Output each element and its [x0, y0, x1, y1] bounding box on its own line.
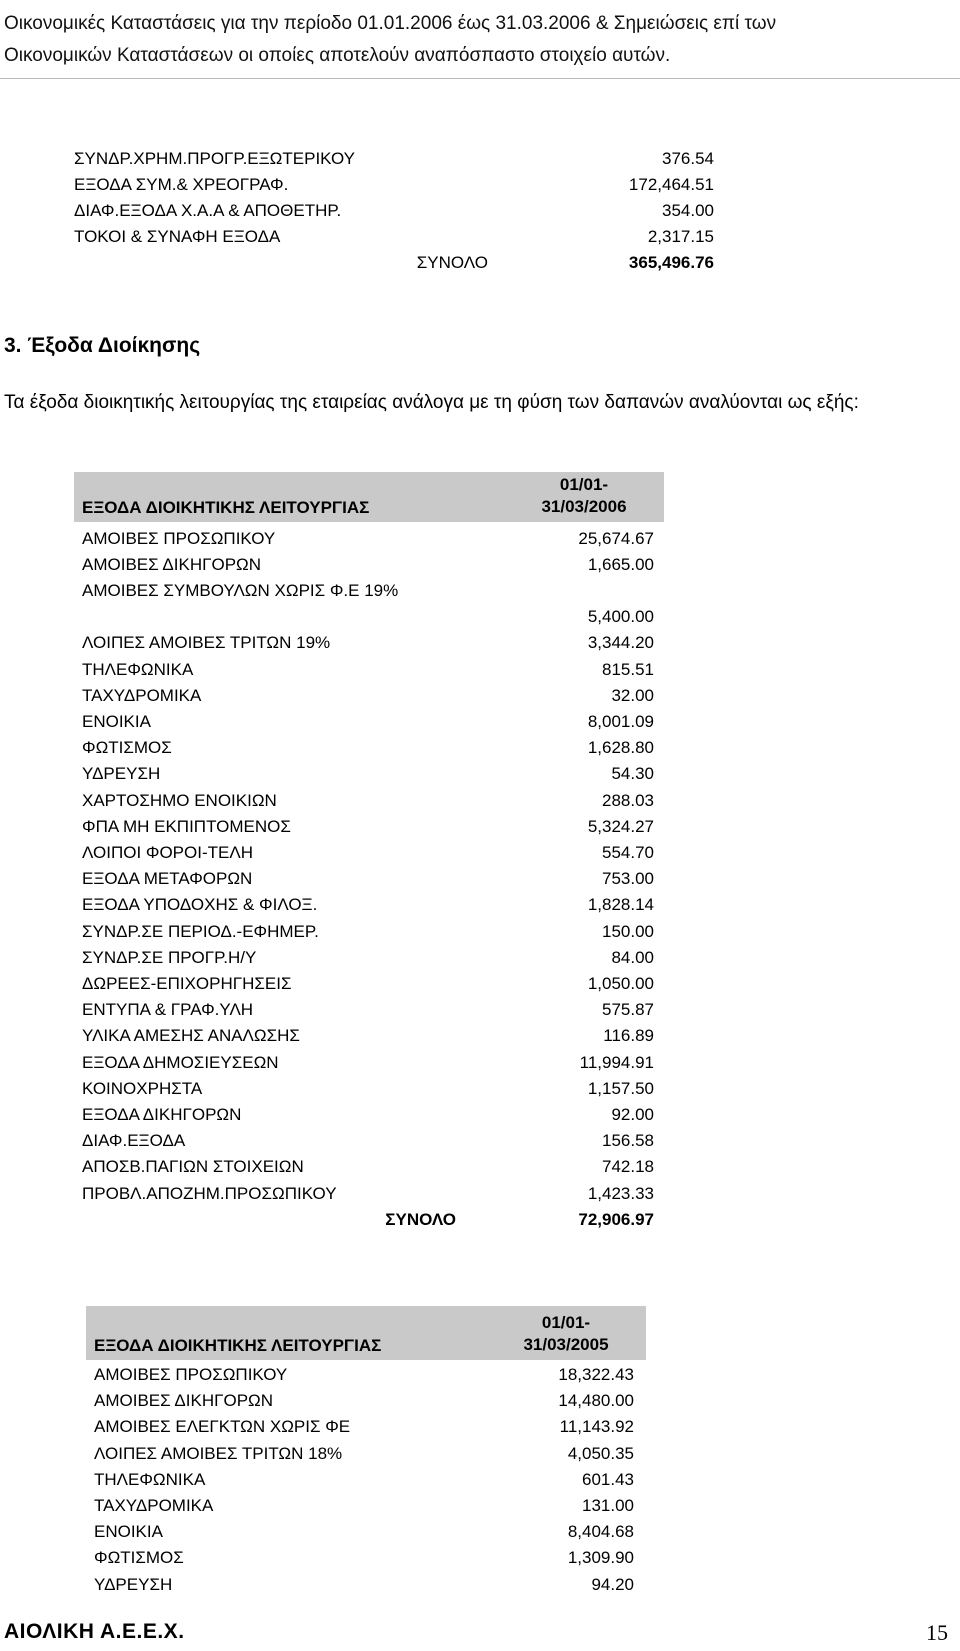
header-line-2: Οικονομικών Καταστάσεων οι οποίες αποτελούν αναπόσπαστο στοιχείο αυτών.: [4, 45, 671, 66]
table-row: [74, 814, 664, 840]
header-date-line-2: 31/03/2006: [541, 497, 627, 516]
row-label: ΑΜΟΙΒΕΣ ΔΙΚΗΓΟΡΩΝ: [94, 1391, 274, 1411]
row-label: ΔΩΡΕΕΣ-ΕΠΙΧΟΡΗΓΗΣΕΙΣ: [82, 974, 292, 993]
table-row: [74, 578, 664, 630]
table-row: [86, 1414, 646, 1440]
table-row: [86, 1467, 646, 1493]
total-value: 72,906.97: [578, 1209, 654, 1229]
table-row: [74, 657, 664, 683]
table-row: [86, 1388, 646, 1414]
row-value: 742.18: [602, 1157, 654, 1177]
row-value: 2,317.15: [647, 227, 714, 246]
page-number: 15: [926, 1620, 948, 1645]
row-value: 575.87: [602, 1000, 654, 1020]
table-row: [74, 997, 664, 1023]
row-value: 116.89: [603, 1026, 654, 1046]
row-label: ΑΜΟΙΒΕΣ ΕΛΕΓΚΤΩΝ ΧΩΡΙΣ ΦΕ: [94, 1417, 351, 1437]
row-label: ΛΟΙΠΕΣ ΑΜΟΙΒΕΣ ΤΡΙΤΩΝ 19%: [82, 633, 331, 653]
row-value: 11,143.92: [559, 1417, 634, 1437]
row-label: ΤΗΛΕΦΩΝΙΚΑ: [82, 659, 194, 679]
row-label: ΔΙΑΦ.ΕΞΟΔΑ: [82, 1131, 186, 1151]
header-date-line-1: 01/01-: [541, 1313, 591, 1332]
row-value: 554.70: [602, 843, 654, 862]
prev-table: [74, 146, 714, 286]
table-row: [74, 945, 664, 971]
table-row: [74, 552, 664, 578]
table-row: [86, 1441, 646, 1467]
row-value: 3,344.20: [587, 633, 654, 653]
header-date-line-1: 01/01-: [559, 475, 609, 494]
row-value: 14,480.00: [558, 1391, 634, 1411]
row-label: ΕΝΤΥΠΑ & ΓΡΑΦ.ΥΛΗ: [82, 1000, 254, 1020]
row-value: 815.51: [602, 659, 654, 679]
table-row: [74, 1102, 664, 1128]
row-label: ΑΜΟΙΒΕΣ ΠΡΟΣΩΠΙΚΟΥ: [82, 529, 276, 548]
row-value: 11,994.91: [579, 1052, 654, 1072]
row-value: 1,050.00: [587, 974, 654, 993]
row-value: 18,322.43: [558, 1365, 634, 1384]
row-label: ΣΥΝΔΡ.ΧΡΗΜ.ΠΡΟΓΡ.ΕΞΩΤΕΡΙΚΟΥ: [74, 149, 356, 168]
page-header: [0, 0, 960, 79]
header-label: ΕΞΟΔΑ ΔΙΟΙΚΗΤΙΚΗΣ ΛΕΙΤΟΥΡΓΙΑΣ: [94, 1336, 382, 1355]
row-value: 288.03: [602, 790, 654, 810]
row-label: ΣΥΝΔΡ.ΣΕ ΠΡΟΓΡ.Η/Υ: [82, 947, 257, 967]
row-label: ΑΠΟΣΒ.ΠΑΓΙΩΝ ΣΤΟΙΧΕΙΩΝ: [82, 1157, 304, 1177]
row-value: 601.43: [582, 1469, 634, 1489]
row-label: ΕΞΟΔΑ ΥΠΟΔΟΧΗΣ & ΦΙΛΟΞ.: [82, 895, 318, 915]
row-label: ΤΗΛΕΦΩΝΙΚΑ: [94, 1469, 206, 1489]
table-row: [86, 1362, 646, 1388]
table-row: [74, 1076, 664, 1102]
row-label: ΦΩΤΙΣΜΟΣ: [94, 1548, 184, 1568]
row-label: ΧΑΡΤΟΣΗΜΟ ΕΝΟΙΚΙΩΝ: [82, 790, 277, 810]
row-value: 32.00: [611, 685, 654, 705]
table-row: [74, 866, 664, 892]
total-row: [74, 1207, 664, 1233]
table-row: [74, 892, 664, 918]
table-row: [74, 526, 664, 552]
total-value: 365,496.76: [628, 253, 714, 272]
table-row: [74, 709, 664, 735]
expenses-table-2006: [74, 472, 664, 1272]
section-paragraph: Τα έξοδα διοικητικής λειτουργίας της εταιρείας ανάλογα με τη φύση των δαπανών αναλύονται ως εξής:: [4, 392, 859, 413]
table-row: [86, 1493, 646, 1519]
table-row: [74, 735, 664, 761]
row-label: ΑΜΟΙΒΕΣ ΔΙΚΗΓΟΡΩΝ: [82, 555, 262, 575]
row-label: ΣΥΝΔΡ.ΣΕ ΠΕΡΙΟΔ.-ΕΦΗΜΕΡ.: [82, 921, 319, 941]
row-label: ΦΠΑ ΜΗ ΕΚΠΙΠΤΟΜΕΝΟΣ: [82, 816, 291, 836]
row-value: 1,309.90: [567, 1548, 634, 1568]
table-header: [86, 1306, 646, 1360]
row-label: ΤΑΧΥΔΡΟΜΙΚΑ: [94, 1496, 214, 1515]
table-row: [74, 919, 664, 945]
table-row: [86, 1519, 646, 1545]
row-value: 150.00: [602, 921, 654, 941]
row-label: ΥΔΡΕΥΣΗ: [94, 1574, 173, 1594]
row-value: 94.20: [591, 1574, 634, 1594]
row-label: ΕΝΟΙΚΙΑ: [82, 712, 151, 731]
row-value: 8,001.09: [587, 712, 654, 731]
header-period: [496, 1312, 636, 1356]
row-value: 354.00: [662, 201, 714, 220]
table-row: [86, 1572, 646, 1598]
table-row: [74, 1181, 664, 1207]
row-value: 5,324.27: [587, 816, 654, 836]
header-line-1: Οικονομικές Καταστάσεις για την περίοδο 01.01.2006 έως 31.03.2006 & Σημειώσεις επί των: [4, 13, 777, 34]
table-row: [74, 1128, 664, 1154]
header-period: [514, 474, 654, 518]
row-value: 1,157.50: [587, 1078, 654, 1098]
section-heading: 3. Έξοδα Διοίκησης: [4, 334, 201, 357]
row-label: ΚΟΙΝΟΧΡΗΣΤΑ: [82, 1078, 203, 1098]
row-value: 131.00: [582, 1496, 634, 1515]
table-row: [74, 971, 664, 997]
table-row: [74, 1154, 664, 1180]
header-date-line-2: 31/03/2005: [523, 1335, 609, 1354]
expenses-table-2005: [86, 1306, 646, 1616]
table-row: [74, 761, 664, 787]
table-row: [74, 630, 664, 656]
row-label: ΤΟΚΟΙ & ΣΥΝΑΦΗ ΕΞΟΔΑ: [74, 227, 281, 246]
table-row: [74, 1023, 664, 1049]
row-label: ΕΞΟΔΑ ΣΥΜ.& ΧΡΕΟΓΡΑΦ.: [74, 175, 289, 194]
row-label: ΥΛΙΚΑ ΑΜΕΣΗΣ ΑΝΑΛΩΣΗΣ: [82, 1026, 300, 1046]
row-value: 4,050.35: [567, 1443, 634, 1463]
total-label: ΣΥΝΟΛΟ: [416, 253, 488, 272]
row-label: ΕΞΟΔΑ ΔΗΜΟΣΙΕΥΣΕΩΝ: [82, 1052, 279, 1072]
row-label: ΥΔΡΕΥΣΗ: [82, 764, 161, 784]
row-value: 376.54: [662, 149, 714, 168]
row-value: 92.00: [611, 1105, 654, 1124]
row-value: 1,423.33: [587, 1183, 654, 1203]
row-label: ΛΟΙΠΕΣ ΑΜΟΙΒΕΣ ΤΡΙΤΩΝ 18%: [94, 1443, 343, 1463]
table-row: [74, 788, 664, 814]
row-value: 172,464.51: [628, 175, 714, 194]
row-label: ΕΞΟΔΑ ΔΙΚΗΓΟΡΩΝ: [82, 1105, 242, 1124]
row-label: ΦΩΤΙΣΜΟΣ: [82, 738, 172, 758]
row-label: ΔΙΑΦ.ΕΞΟΔΑ Χ.Α.Α & ΑΠΟΘΕΤΗΡ.: [74, 201, 342, 220]
row-label: ΕΞΟΔΑ ΜΕΤΑΦΟΡΩΝ: [82, 869, 253, 889]
row-value: 156.58: [602, 1131, 654, 1151]
table-row: [74, 683, 664, 709]
company-name: ΑΙΟΛΙΚΗ Α.Ε.Ε.Χ.: [4, 1620, 185, 1643]
row-value: 1,628.80: [587, 738, 654, 758]
row-value: 25,674.67: [578, 529, 654, 548]
row-label: ΑΜΟΙΒΕΣ ΣΥΜΒΟΥΛΩΝ ΧΩΡΙΣ Φ.Ε 19%: [82, 581, 399, 601]
row-label: ΕΝΟΙΚΙΑ: [94, 1522, 163, 1542]
row-value: 5,400.00: [587, 607, 654, 627]
row-label: ΤΑΧΥΔΡΟΜΙΚΑ: [82, 685, 202, 705]
row-value: 84.00: [611, 947, 654, 967]
table-header: [74, 472, 664, 522]
row-label: ΛΟΙΠΟΙ ΦΟΡΟΙ-ΤΕΛΗ: [82, 843, 253, 862]
row-value: 8,404.68: [567, 1522, 634, 1542]
row-value: 1,828.14: [587, 895, 654, 915]
row-value: 753.00: [602, 869, 654, 889]
row-label: ΠΡΟΒΛ.ΑΠΟΖΗΜ.ΠΡΟΣΩΠΙΚΟΥ: [82, 1183, 337, 1203]
row-value: 1,665.00: [587, 555, 654, 575]
total-label: ΣΥΝΟΛΟ: [385, 1209, 456, 1229]
header-label: ΕΞΟΔΑ ΔΙΟΙΚΗΤΙΚΗΣ ΛΕΙΤΟΥΡΓΙΑΣ: [82, 498, 370, 517]
row-label: ΑΜΟΙΒΕΣ ΠΡΟΣΩΠΙΚΟΥ: [94, 1365, 288, 1384]
table-row: [74, 1050, 664, 1076]
table-row: [86, 1545, 646, 1571]
row-value: 54.30: [611, 764, 654, 784]
table-row: [74, 840, 664, 866]
